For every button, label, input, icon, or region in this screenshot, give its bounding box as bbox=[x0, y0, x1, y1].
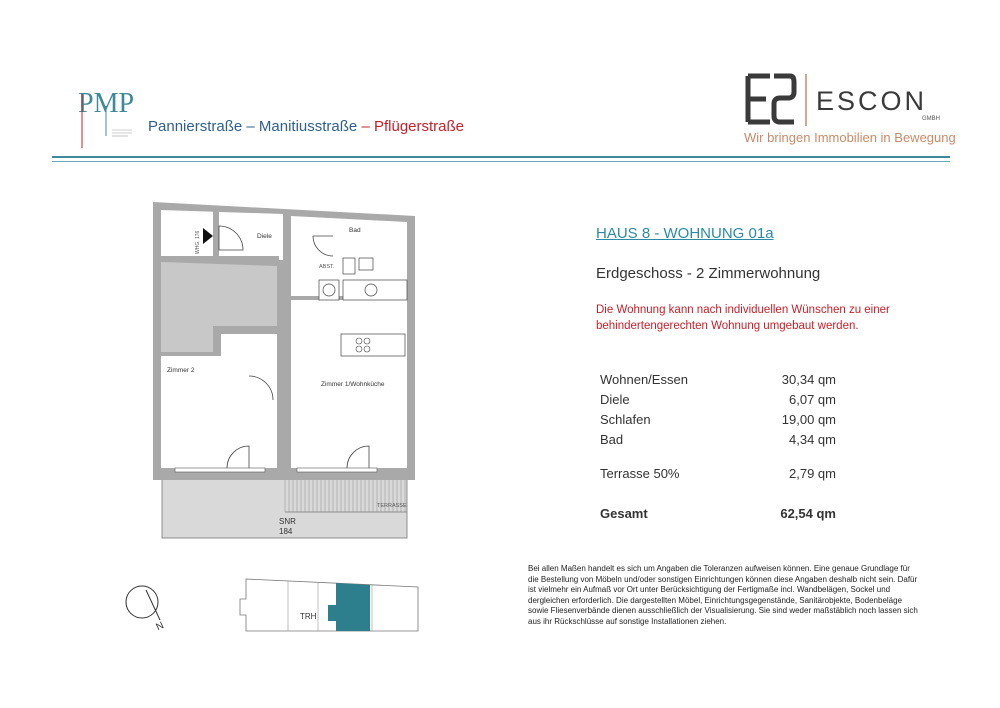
street-3: Pflügerstraße bbox=[373, 118, 465, 135]
street-1: Pannierstraße bbox=[148, 118, 243, 135]
separator-2: – bbox=[361, 118, 370, 135]
label-diele: Diele bbox=[257, 233, 272, 240]
label-bad: Bad bbox=[349, 227, 361, 234]
label-snr: SNR bbox=[279, 517, 296, 526]
site-plan bbox=[232, 575, 432, 635]
escon-name: ESCON bbox=[816, 86, 928, 116]
unit-subtitle: Erdgeschoss - 2 Zimmerwohnung bbox=[596, 265, 821, 282]
area-value: 4,34 qm bbox=[789, 432, 836, 447]
escon-tagline: Wir bringen Immobilien in Bewegung bbox=[744, 130, 956, 145]
area-total-value: 62,54 qm bbox=[780, 506, 836, 521]
street-2: Manitiusstraße bbox=[258, 118, 358, 135]
site-plan-highlight bbox=[336, 583, 370, 631]
compass-north: N bbox=[154, 620, 166, 634]
area-label: Terrasse 50% bbox=[600, 466, 680, 481]
label-terrasse: TERRASSE bbox=[377, 503, 407, 509]
label-whg: WHG. 176 bbox=[195, 230, 201, 254]
area-label: Bad bbox=[600, 432, 624, 447]
label-zimmer1: Zimmer 1/Wohnküche bbox=[321, 381, 385, 388]
label-zimmer2: Zimmer 2 bbox=[167, 367, 195, 374]
accessibility-notice: Die Wohnung kann nach individuellen Wünschen zu einer behindertengerechten Wohnung umgebaut werden. bbox=[596, 304, 890, 332]
kitchen-island bbox=[341, 334, 405, 356]
pmp-logo-letters: PMP bbox=[78, 88, 135, 119]
escon-gmbh: GMBH bbox=[922, 116, 940, 122]
area-total-label: Gesamt bbox=[600, 506, 648, 521]
pmp-logo bbox=[76, 86, 136, 152]
area-value: 2,79 qm bbox=[789, 466, 836, 481]
area-label: Schlafen bbox=[600, 412, 651, 427]
separator-1: – bbox=[246, 118, 255, 135]
label-abst: ABST. bbox=[319, 264, 335, 270]
unit-title: HAUS 8 - WOHNUNG 01a bbox=[596, 225, 774, 242]
area-value: 6,07 qm bbox=[789, 392, 836, 407]
header-divider bbox=[52, 156, 950, 158]
area-label: Diele bbox=[600, 392, 630, 407]
label-snr-number: 184 bbox=[279, 527, 293, 536]
compass-icon bbox=[118, 578, 180, 634]
street-heading bbox=[148, 118, 464, 135]
area-value: 30,34 qm bbox=[781, 372, 836, 387]
disclaimer-text: Bei allen Maßen handelt es sich um Angaben die Toleranzen aufweisen können. Eine genaue Grundlage für die Bestellung von Möbeln und/oder sonstigen Einrichtungen können diese Angaben deshalb nicht sein. Dafür ist vielmehr ein Aufmaß vor Ort unter Berücksichtigung der Fertigmaße incl. Wandbelägen, Sockel und dergleichen erforderlich. Die dargestellten Möbel, Einrichtungsgegenstände, Sanitärobjekte, Bodenbeläge sowie Fliesenverbände dienen ausschließlich der Visualisierung. Sie sind weder maßstäblich noch lassen sich aus ihr Rückschlüsse auf sonstige Installationen ziehen. bbox=[528, 564, 918, 626]
area-value: 19,00 qm bbox=[781, 412, 836, 427]
site-plan-trh: TRH bbox=[300, 612, 317, 621]
area-label: Wohnen/Essen bbox=[600, 372, 688, 387]
header-divider-thin bbox=[52, 161, 950, 162]
floor-plan bbox=[145, 196, 420, 541]
